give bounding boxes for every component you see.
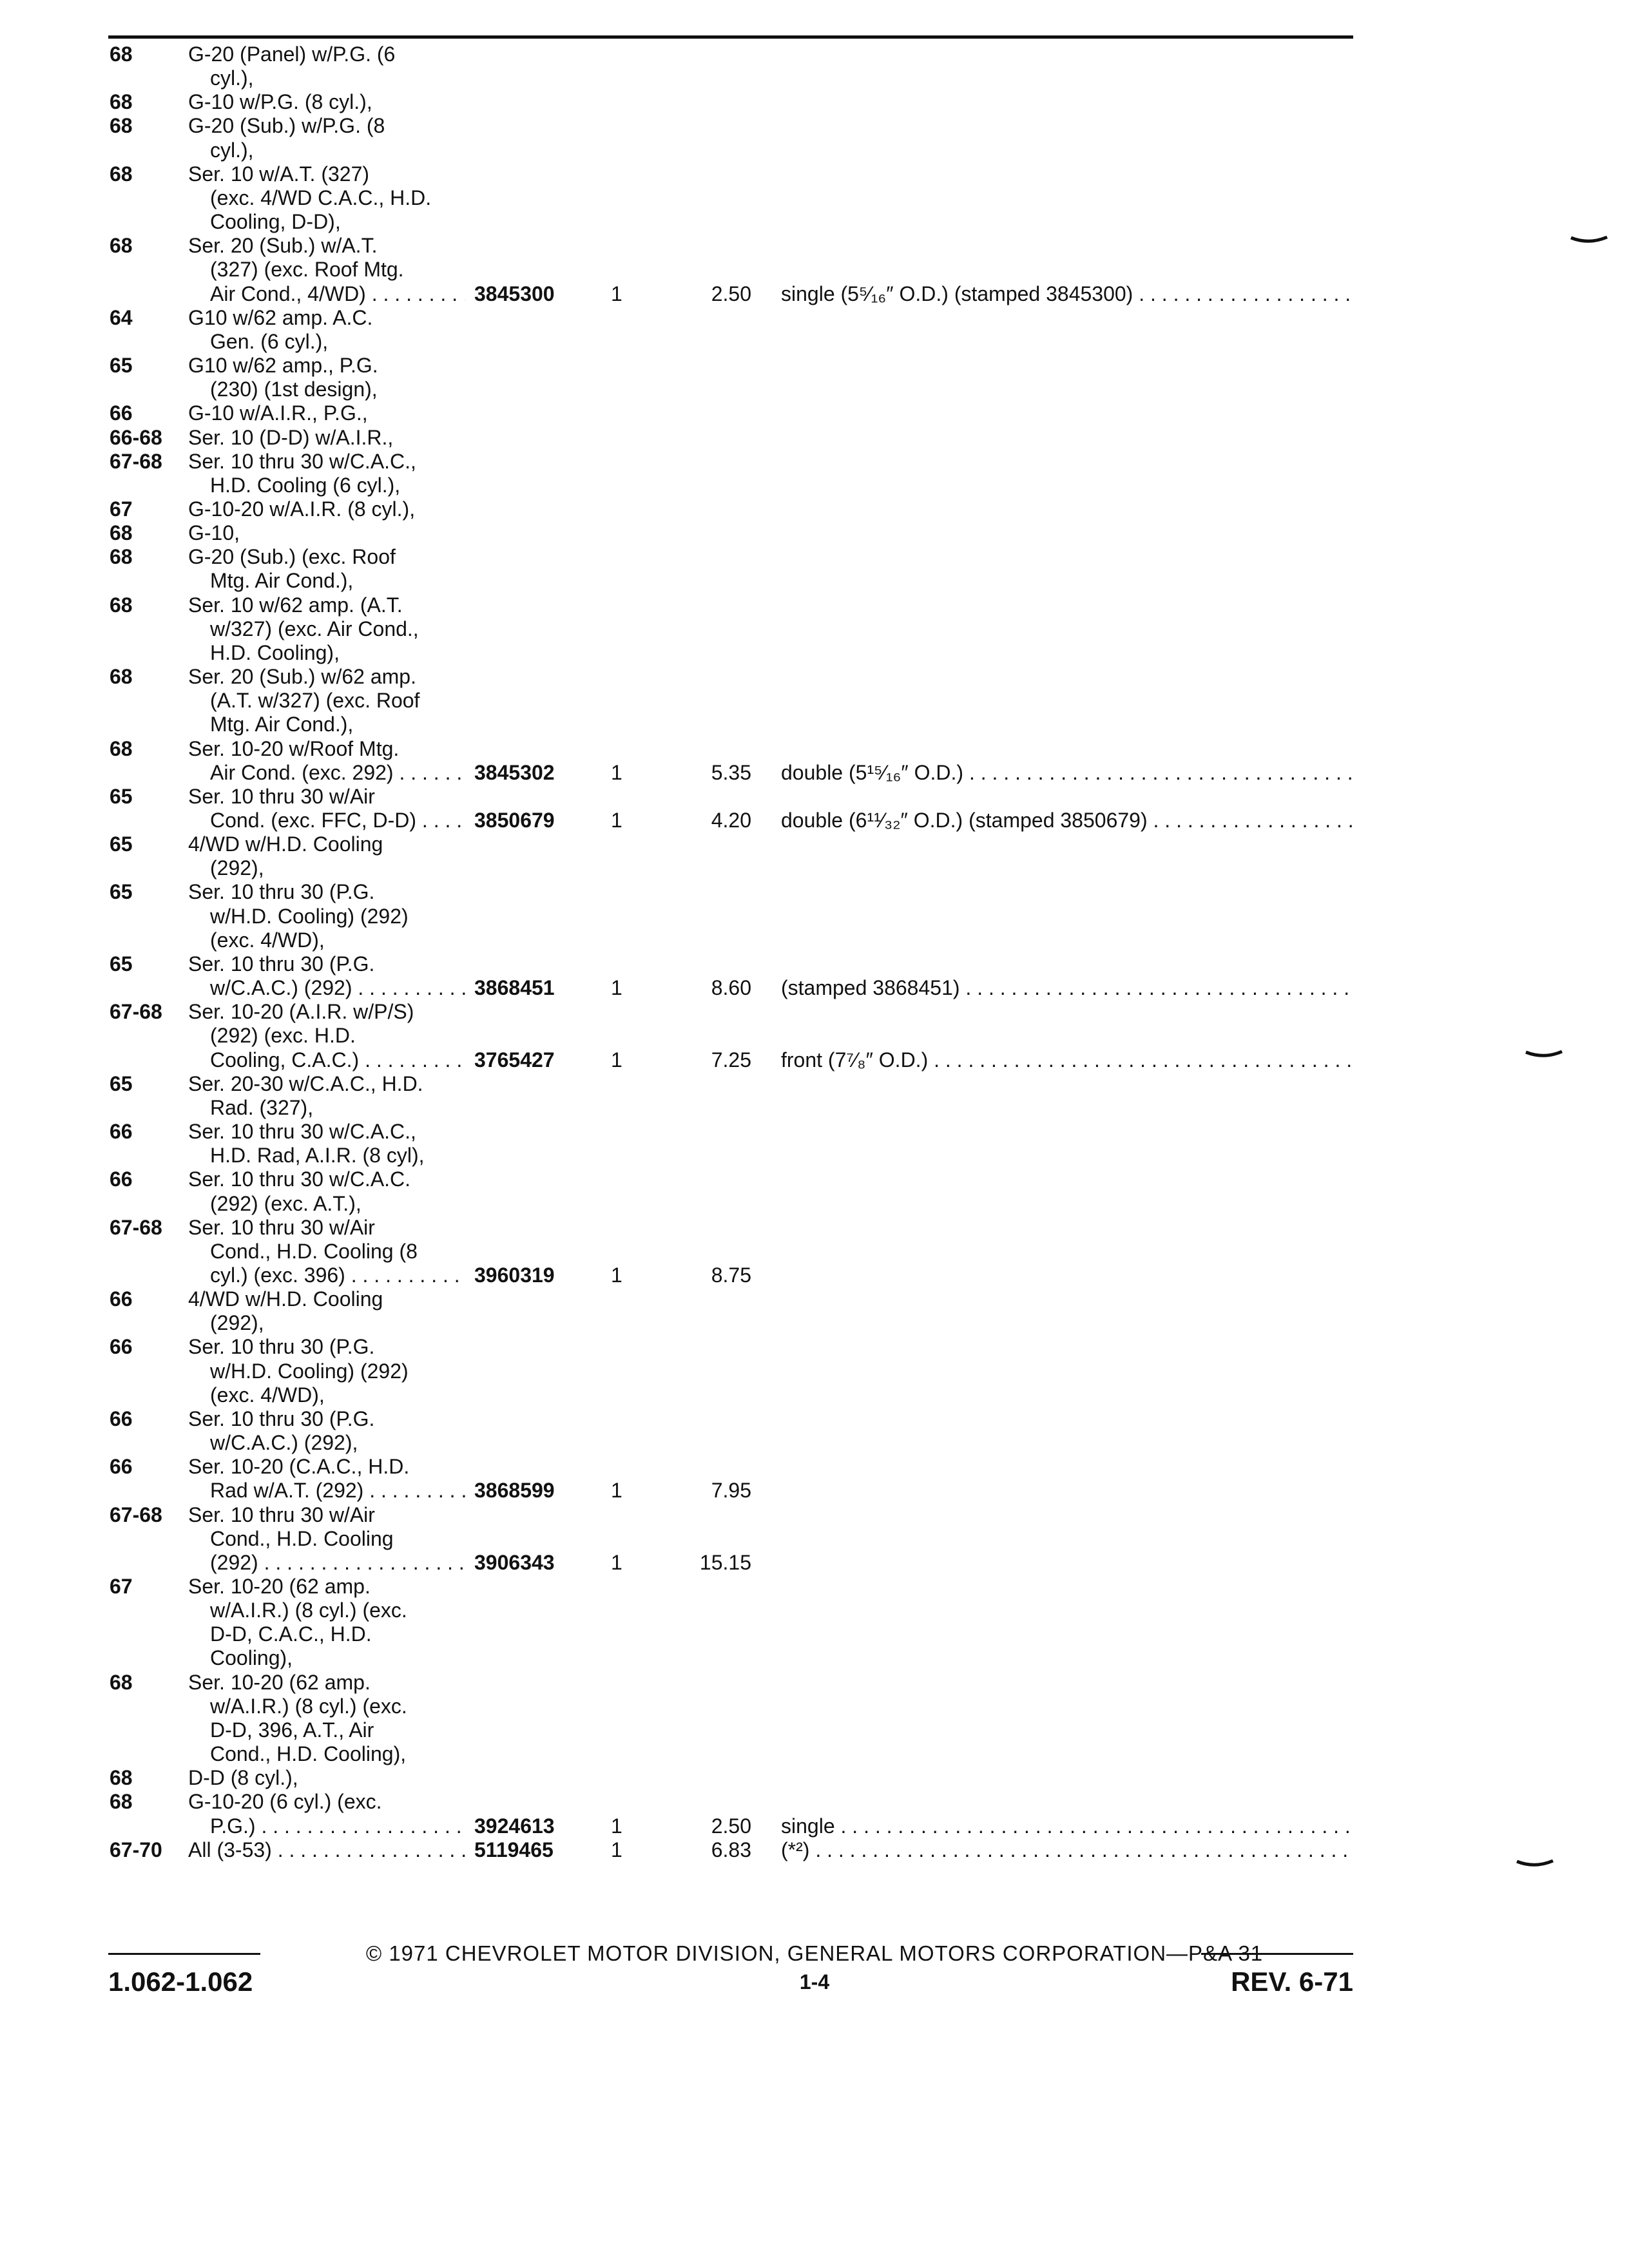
table-row <box>0 713 1629 736</box>
application: Mtg. Air Cond.), <box>210 713 354 736</box>
application: H.D. Rad, A.I.R. (8 cyl), <box>210 1144 425 1168</box>
application: G10 w/62 amp., P.G. <box>188 354 378 378</box>
quantity: 1 <box>611 1263 622 1287</box>
application: w/H.D. Cooling) (292) <box>210 904 409 928</box>
application: Cooling, D-D), <box>210 210 341 234</box>
model-year: 68 <box>110 114 133 138</box>
quantity: 1 <box>611 1814 622 1838</box>
table-row <box>0 1264 1629 1287</box>
table-row <box>0 1527 1629 1551</box>
application: Ser. 10 w/62 amp. (A.T. <box>188 593 403 617</box>
part-number: 3765427 <box>474 1048 555 1072</box>
table-row <box>0 952 1629 976</box>
table-row <box>0 785 1629 809</box>
list-price: 15.15 <box>699 1550 751 1574</box>
model-year: 65 <box>110 832 133 856</box>
table-row <box>0 1096 1629 1120</box>
table-row <box>0 1000 1629 1024</box>
quantity: 1 <box>611 282 622 305</box>
table-row <box>0 1646 1629 1670</box>
description: double (5¹⁵⁄₁₆″ O.D.) . . . <box>781 761 1353 785</box>
description: front (7⁷⁄₈″ O.D.) . . . <box>781 1048 1353 1072</box>
model-year: 66-68 <box>110 425 162 449</box>
part-number: 3924613 <box>474 1814 555 1838</box>
list-price: 5.35 <box>711 760 751 784</box>
application: cyl.), <box>210 66 254 90</box>
table-row <box>0 1335 1629 1359</box>
application: Cond., H.D. Cooling), <box>210 1742 407 1766</box>
table-row <box>0 1360 1629 1383</box>
model-year: 66 <box>110 401 133 425</box>
model-year: 67-68 <box>110 1503 162 1526</box>
table-row <box>0 282 1629 306</box>
table-row <box>0 1024 1629 1048</box>
top-rule <box>108 35 1353 39</box>
application: G-10, <box>188 521 240 545</box>
application: G10 w/62 amp. A.C. <box>188 305 373 329</box>
model-year: 68 <box>110 545 133 569</box>
model-year: 66 <box>110 1120 133 1144</box>
model-year: 67-70 <box>110 1838 162 1861</box>
application: (A.T. w/327) (exc. Roof <box>210 689 420 713</box>
model-year: 68 <box>110 162 133 186</box>
application: Mtg. Air Cond.), <box>210 569 354 593</box>
model-year: 68 <box>110 593 133 617</box>
application: G-20 (Sub.) (exc. Roof <box>188 545 396 569</box>
application: (292) . . . <box>210 1551 465 1575</box>
table-row <box>0 1718 1629 1742</box>
model-year: 67 <box>110 497 133 521</box>
model-year: 68 <box>110 665 133 689</box>
table-row <box>0 258 1629 282</box>
description: (*²) . . . <box>781 1838 1353 1862</box>
description: (stamped 3868451) . . . <box>781 976 1353 1000</box>
application: cyl.) (exc. 396) . . . <box>210 1264 465 1287</box>
table-row <box>0 976 1629 1000</box>
application: Ser. 10 thru 30 (P.G. <box>188 952 375 975</box>
application: Ser. 10-20 (62 amp. <box>188 1575 371 1598</box>
application: w/A.I.R.) (8 cyl.) (exc. <box>210 1694 407 1718</box>
application: Rad w/A.T. (292) . . . <box>210 1479 465 1503</box>
application: Ser. 10-20 (C.A.C., H.D. <box>188 1455 410 1479</box>
table-row <box>0 1072 1629 1096</box>
table-row <box>0 1311 1629 1335</box>
application: G-20 (Sub.) w/P.G. (8 <box>188 114 385 138</box>
table-row <box>0 665 1629 689</box>
application: G-10-20 w/A.I.R. (8 cyl.), <box>188 497 416 521</box>
model-year: 68 <box>110 234 133 258</box>
table-row <box>0 90 1629 114</box>
application: Ser. 20-30 w/C.A.C., H.D. <box>188 1072 423 1095</box>
table-row <box>0 832 1629 856</box>
application: cyl.), <box>210 138 254 162</box>
description: single . . . <box>781 1814 1353 1838</box>
list-price: 2.50 <box>711 1814 751 1838</box>
application: G-10 w/P.G. (8 cyl.), <box>188 90 372 114</box>
application: 4/WD w/H.D. Cooling <box>188 832 383 856</box>
application: Ser. 10 thru 30 w/Air <box>188 1215 375 1239</box>
table-row <box>0 1287 1629 1311</box>
application: G-20 (Panel) w/P.G. (6 <box>188 43 396 66</box>
table-row <box>0 1168 1629 1191</box>
quantity: 1 <box>611 1479 622 1503</box>
application: w/H.D. Cooling) (292) <box>210 1359 409 1383</box>
model-year: 65 <box>110 880 133 904</box>
list-price: 8.75 <box>711 1263 751 1287</box>
application: (exc. 4/WD C.A.C., H.D. <box>210 186 432 209</box>
table-row <box>0 880 1629 904</box>
application: P.G.) . . . <box>210 1814 465 1838</box>
application: Ser. 10 thru 30 (P.G. <box>188 880 375 904</box>
table-row <box>0 354 1629 378</box>
application: G-10 w/A.I.R., P.G., <box>188 401 368 425</box>
part-number: 3868599 <box>474 1479 555 1503</box>
table-row <box>0 1671 1629 1695</box>
table-row <box>0 1407 1629 1431</box>
application: Ser. 10-20 (62 amp. <box>188 1670 371 1694</box>
application: Ser. 10 thru 30 w/Air <box>188 1503 375 1526</box>
table-row <box>0 905 1629 928</box>
application: (exc. 4/WD), <box>210 928 325 952</box>
table-row <box>0 1503 1629 1527</box>
binder-mark <box>1516 1860 1554 1869</box>
application: H.D. Cooling), <box>210 640 340 664</box>
table-row <box>0 689 1629 713</box>
application: w/A.I.R.) (8 cyl.) (exc. <box>210 1599 407 1622</box>
model-year: 68 <box>110 521 133 545</box>
application: Air Cond., 4/WD) . . . <box>210 282 465 306</box>
model-year: 64 <box>110 305 133 329</box>
table-row <box>0 497 1629 521</box>
application: Cond., H.D. Cooling <box>210 1526 394 1550</box>
quantity: 1 <box>611 1838 622 1861</box>
list-price: 2.50 <box>711 282 751 305</box>
application: (292), <box>210 1311 264 1335</box>
application: (292) (exc. H.D. <box>210 1024 356 1048</box>
application: Gen. (6 cyl.), <box>210 329 329 353</box>
application: H.D. Cooling (6 cyl.), <box>210 473 401 497</box>
copyright-line: © 1971 CHEVROLET MOTOR DIVISION, GENERAL MOTORS CORPORATION—P&A 31 <box>365 1941 1264 1965</box>
model-year: 67 <box>110 1575 133 1598</box>
model-year: 66 <box>110 1455 133 1479</box>
model-year: 68 <box>110 736 133 760</box>
table-row <box>0 545 1629 569</box>
model-year: 65 <box>110 784 133 808</box>
list-price: 7.25 <box>711 1048 751 1072</box>
model-year: 65 <box>110 1072 133 1095</box>
table-row <box>0 1479 1629 1503</box>
table-row <box>0 378 1629 401</box>
table-row <box>0 521 1629 545</box>
table-row <box>0 737 1629 761</box>
table-row <box>0 1742 1629 1766</box>
application: 4/WD w/H.D. Cooling <box>188 1287 383 1311</box>
application: Ser. 10 thru 30 w/C.A.C., <box>188 1120 416 1144</box>
application: (292) (exc. A.T.), <box>210 1191 361 1215</box>
table-row <box>0 139 1629 162</box>
table-row <box>0 1838 1629 1862</box>
application: Ser. 10 (D-D) w/A.I.R., <box>188 425 394 449</box>
application: (230) (1st design), <box>210 378 378 401</box>
application: Ser. 10 thru 30 (P.G. <box>188 1335 375 1359</box>
model-year: 68 <box>110 1790 133 1814</box>
list-price: 8.60 <box>711 976 751 1000</box>
model-year: 66 <box>110 1335 133 1359</box>
table-row <box>0 426 1629 450</box>
application: Ser. 10 thru 30 w/C.A.C. <box>188 1168 411 1191</box>
application: D-D (8 cyl.), <box>188 1766 298 1790</box>
quantity: 1 <box>611 1048 622 1072</box>
application: D-D, C.A.C., H.D. <box>210 1622 372 1646</box>
model-year: 68 <box>110 90 133 114</box>
group-number: 1.062-1.062 <box>108 1966 253 1997</box>
parts-list <box>0 43 1629 1862</box>
list-price: 7.95 <box>711 1479 751 1503</box>
table-row <box>0 330 1629 354</box>
table-row <box>0 1814 1629 1838</box>
revision-date: REV. 6-71 <box>1231 1966 1353 1997</box>
table-row <box>0 1575 1629 1599</box>
application: Ser. 10-20 w/Roof Mtg. <box>188 736 400 760</box>
table-row <box>0 162 1629 186</box>
part-number: 3868451 <box>474 976 555 1000</box>
table-row <box>0 1144 1629 1168</box>
list-price: 4.20 <box>711 809 751 832</box>
application: Ser. 20 (Sub.) w/62 amp. <box>188 665 416 689</box>
table-row <box>0 1048 1629 1072</box>
quantity: 1 <box>611 809 622 832</box>
binder-mark <box>1525 1050 1563 1059</box>
application: All (3-53) . . . <box>188 1838 465 1862</box>
table-row <box>0 1192 1629 1216</box>
application: w/C.A.C.) (292) . . . <box>210 976 465 1000</box>
description: single (5⁵⁄₁₆″ O.D.) (stamped 3845300) . . . <box>781 282 1353 306</box>
table-row <box>0 210 1629 234</box>
table-row <box>0 928 1629 952</box>
quantity: 1 <box>611 976 622 1000</box>
part-number: 5119465 <box>474 1838 554 1861</box>
model-year: 68 <box>110 43 133 66</box>
table-row <box>0 1431 1629 1455</box>
quantity: 1 <box>611 1550 622 1574</box>
application: w/327) (exc. Air Cond., <box>210 617 419 640</box>
model-year: 66 <box>110 1407 133 1430</box>
application: Cooling), <box>210 1646 293 1670</box>
table-row <box>0 641 1629 665</box>
table-row <box>0 1622 1629 1646</box>
table-row <box>0 401 1629 425</box>
list-price: 6.83 <box>711 1838 751 1861</box>
application: Rad. (327), <box>210 1095 314 1119</box>
table-row <box>0 1790 1629 1814</box>
application: Ser. 10-20 (A.I.R. w/P/S) <box>188 1000 414 1024</box>
application: Ser. 10 thru 30 (P.G. <box>188 1407 375 1430</box>
application: Ser. 20 (Sub.) w/A.T. <box>188 234 378 258</box>
application: w/C.A.C.) (292), <box>210 1431 358 1455</box>
table-row <box>0 1599 1629 1622</box>
part-number: 3845300 <box>474 282 555 305</box>
application: Cond. (exc. FFC, D-D) . . . <box>210 809 465 832</box>
application: Ser. 10 w/A.T. (327) <box>188 162 370 186</box>
table-row <box>0 1120 1629 1144</box>
table-row <box>0 1695 1629 1718</box>
part-number: 3850679 <box>474 809 555 832</box>
application: Ser. 10 thru 30 w/Air <box>188 784 375 808</box>
table-row <box>0 114 1629 138</box>
application: Cooling, C.A.C.) . . . <box>210 1048 465 1072</box>
table-row <box>0 306 1629 330</box>
table-row <box>0 1383 1629 1407</box>
table-row <box>0 809 1629 832</box>
model-year: 67-68 <box>110 1000 162 1024</box>
application: D-D, 396, A.T., Air <box>210 1718 374 1742</box>
part-number: 3845302 <box>474 760 555 784</box>
quantity: 1 <box>611 760 622 784</box>
table-row <box>0 450 1629 474</box>
table-row <box>0 234 1629 258</box>
table-row <box>0 66 1629 90</box>
table-row <box>0 186 1629 210</box>
table-row <box>0 761 1629 785</box>
model-year: 66 <box>110 1168 133 1191</box>
model-year: 67-68 <box>110 449 162 473</box>
table-row <box>0 1455 1629 1479</box>
application: G-10-20 (6 cyl.) (exc. <box>188 1790 382 1814</box>
table-row <box>0 593 1629 617</box>
model-year: 66 <box>110 1287 133 1311</box>
application: Ser. 10 thru 30 w/C.A.C., <box>188 449 416 473</box>
part-number: 3906343 <box>474 1550 555 1574</box>
description: double (6¹¹⁄₃₂″ O.D.) (stamped 3850679) . . . <box>781 809 1353 832</box>
application: (327) (exc. Roof Mtg. <box>210 258 404 282</box>
table-row <box>0 617 1629 641</box>
table-row <box>0 1766 1629 1790</box>
table-row <box>0 1551 1629 1575</box>
model-year: 68 <box>110 1766 133 1790</box>
model-year: 65 <box>110 952 133 975</box>
application: (exc. 4/WD), <box>210 1383 325 1407</box>
part-number: 3960319 <box>474 1263 555 1287</box>
application: (292), <box>210 856 264 880</box>
table-row <box>0 1216 1629 1240</box>
binder-mark <box>1570 236 1608 245</box>
model-year: 67-68 <box>110 1215 162 1239</box>
table-row <box>0 569 1629 593</box>
page-number: 1-4 <box>799 1970 830 1994</box>
table-row <box>0 856 1629 880</box>
application: Cond., H.D. Cooling (8 <box>210 1239 418 1263</box>
table-row <box>0 1240 1629 1264</box>
table-row <box>0 43 1629 66</box>
model-year: 65 <box>110 354 133 378</box>
application: Air Cond. (exc. 292) . . . <box>210 761 465 785</box>
table-row <box>0 474 1629 497</box>
model-year: 68 <box>110 1670 133 1694</box>
